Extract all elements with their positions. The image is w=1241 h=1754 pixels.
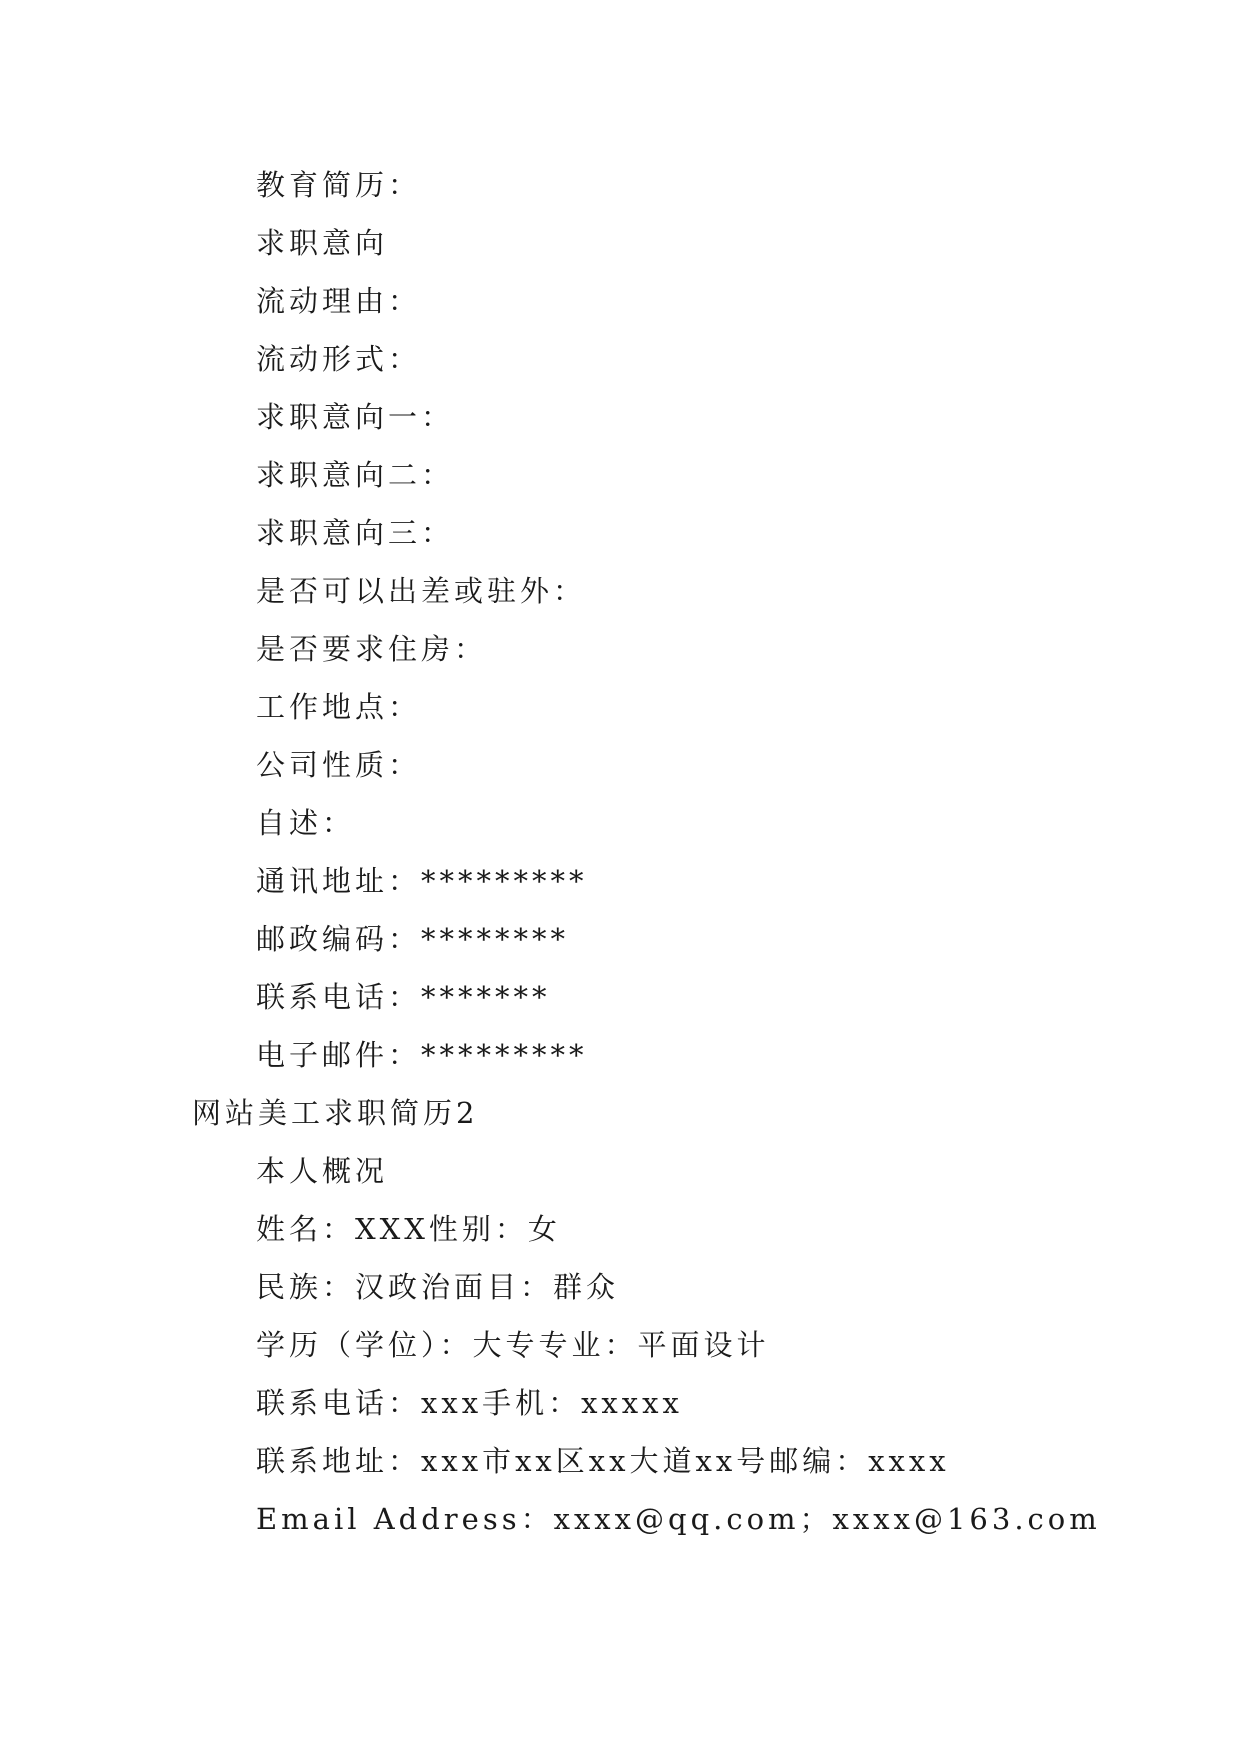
- education-major-line: 学历（学位）：大专专业：平面设计: [256, 1328, 770, 1362]
- job-intention-3-label: 求职意向三：: [256, 516, 455, 550]
- education-label: 教育简历：: [256, 168, 422, 202]
- business-travel-label: 是否可以出差或驻外：: [256, 574, 587, 608]
- mobility-form-label: 流动形式：: [256, 342, 422, 376]
- email-address-line: Email Address：xxxx@qq.com；xxxx@163.com: [256, 1502, 1101, 1536]
- postal-code-line: 邮政编码：********: [256, 922, 570, 956]
- work-location-label: 工作地点：: [256, 690, 422, 724]
- phone-line: 联系电话：*******: [256, 980, 551, 1014]
- email-line: 电子邮件：*********: [256, 1038, 588, 1072]
- name-gender-line: 姓名：XXX性别：女: [256, 1212, 561, 1246]
- job-intention-1-label: 求职意向一：: [256, 400, 455, 434]
- housing-label: 是否要求住房：: [256, 632, 488, 666]
- contact-phone-line: 联系电话：xxx手机：xxxxx: [256, 1386, 683, 1420]
- job-intention-heading: 求职意向: [256, 226, 389, 260]
- job-intention-2-label: 求职意向二：: [256, 458, 455, 492]
- mailing-address-line: 通讯地址：*********: [256, 864, 588, 898]
- resume-2-title: 网站美工求职简历2: [192, 1096, 479, 1130]
- self-description-label: 自述：: [256, 806, 356, 840]
- personal-overview-heading: 本人概况: [256, 1154, 389, 1188]
- mobility-reason-label: 流动理由：: [256, 284, 422, 318]
- company-type-label: 公司性质：: [256, 748, 422, 782]
- contact-address-line: 联系地址：xxx市xx区xx大道xx号邮编：xxxx: [256, 1444, 950, 1478]
- ethnicity-politics-line: 民族：汉政治面目：群众: [256, 1270, 620, 1304]
